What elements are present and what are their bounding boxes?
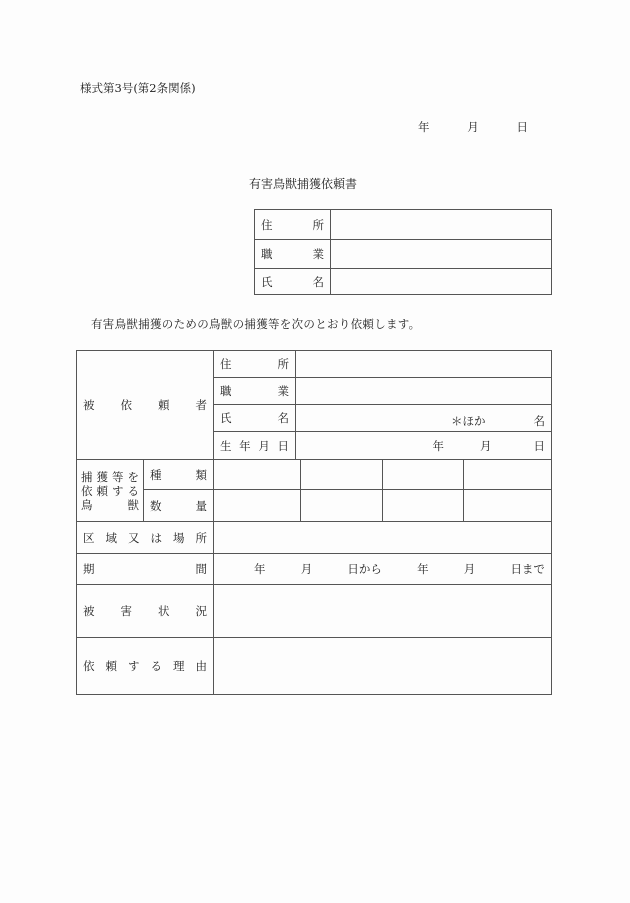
date-year-label: 年 — [418, 120, 430, 134]
target-animals-label: 捕 獲 等 を 依 頼 す る 鳥 獣 — [77, 460, 144, 522]
name-count-unit: 名 — [533, 414, 545, 428]
reason-label: 依 頼 す る 理 由 — [77, 638, 214, 695]
main-table — [76, 350, 552, 695]
requester-occupation-label: 職 業 — [255, 240, 331, 269]
quantity-field-3[interactable] — [383, 490, 464, 522]
period-to-month: 月 — [463, 562, 476, 576]
species-field-2[interactable] — [301, 460, 383, 490]
species-label: 種 類 — [144, 460, 214, 490]
requester-name-field[interactable] — [331, 269, 552, 295]
requester-occupation-field[interactable] — [331, 240, 552, 269]
birth-month-label: 月 — [480, 438, 492, 453]
intro-text: 有害鳥獣捕獲のための鳥獣の捕獲等を次のとおり依頼します。 — [91, 317, 421, 331]
damage-label: 被 害 状 況 — [77, 585, 214, 638]
requestee-birthdate-label: 生 年 月 日 — [214, 432, 296, 460]
date-month-label: 月 — [467, 120, 479, 134]
birth-day-label: 日 — [533, 438, 545, 453]
quantity-field-4[interactable] — [464, 490, 552, 522]
species-field-4[interactable] — [464, 460, 552, 490]
period-to-year: 年 — [417, 562, 429, 576]
quantity-field-1[interactable] — [214, 490, 301, 522]
period-from-month: 月 — [300, 562, 313, 576]
page-title: 有害鳥獣捕獲依頼書 — [249, 177, 358, 191]
date-day-label: 日 — [516, 120, 528, 134]
species-field-1[interactable] — [214, 460, 301, 490]
requestee-label: 被 依 頼 者 — [77, 351, 214, 460]
requester-name-label: 氏 名 — [255, 269, 331, 295]
period-field[interactable] — [214, 554, 552, 585]
period-from-year: 年 — [254, 562, 266, 576]
requester-table — [254, 209, 552, 295]
requestee-address-field[interactable] — [296, 351, 552, 378]
requestee-address-label: 住 所 — [214, 351, 296, 378]
requester-address-label: 住 所 — [255, 210, 331, 240]
species-field-3[interactable] — [383, 460, 464, 490]
period-label: 期 間 — [77, 554, 214, 585]
area-label: 区 域 又 は 場 所 — [77, 522, 214, 554]
date-header — [418, 119, 528, 135]
damage-field[interactable] — [214, 585, 552, 638]
quantity-label: 数 量 — [144, 490, 214, 522]
area-field[interactable] — [214, 522, 552, 554]
requestee-name-field[interactable] — [296, 405, 552, 432]
form-number: 様式第3号(第2条関係) — [80, 81, 196, 95]
reason-field[interactable] — [214, 638, 552, 695]
period-from-day: 日から — [347, 562, 382, 576]
period-to-day: 日まで — [510, 562, 545, 576]
requestee-occupation-field[interactable] — [296, 378, 552, 405]
birth-year-label: 年 — [432, 438, 444, 453]
requester-address-field[interactable] — [331, 210, 552, 240]
requestee-occupation-label: 職 業 — [214, 378, 296, 405]
requestee-birthdate-field[interactable] — [296, 432, 552, 460]
name-others-note: ＊ほか — [451, 414, 486, 428]
quantity-field-2[interactable] — [301, 490, 383, 522]
requestee-name-label: 氏 名 — [214, 405, 296, 432]
